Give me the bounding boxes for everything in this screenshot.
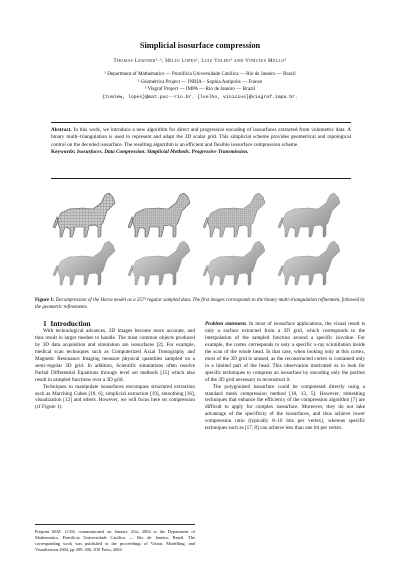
abstract-block [51, 127, 351, 157]
abstract-top-rule [51, 122, 351, 123]
figure-caption-label: Figure 1: [35, 298, 55, 303]
section-title: Introduction [50, 319, 91, 328]
abstract-bottom-rule [51, 178, 351, 179]
paper-title: Simplicial isosurface compression [139, 41, 261, 50]
abstract-label: Abstract. [51, 127, 72, 133]
horse-panel-1 [53, 193, 115, 237]
left-column [35, 321, 195, 411]
author-emails: {tomlew, lopes}@mat.puc--rio.br. {lvelho, vinicius}@visgraf.impa.br. [102, 94, 298, 100]
affiliations [0, 71, 400, 101]
horse-panel-5 [53, 241, 115, 285]
row-1-panels [53, 193, 340, 237]
keywords-label: Keywords: [51, 149, 76, 156]
intro-paragraph-2: Techniques to manipulate isosurfaces encompass structured extraction such as Marching Cubes [10, 6], simplicial extraction [19], smoothing [16], visualization [12] and others. However, we will focus here on compression (cf Figure 1). [35, 383, 195, 411]
figure-horse-decompression [51, 189, 351, 286]
horse-panel-7 [203, 241, 265, 285]
figure-caption [35, 298, 365, 312]
keywords-text: Isosurfaces. Data Compression. Simplicial Methods. Progressive Transmission. [76, 149, 249, 156]
horse-panel-8 [278, 241, 340, 285]
horse-panel-4 [278, 193, 340, 237]
affiliation-2: ² Géométrica Project — INRIA – Sophia Antipolis — France [137, 78, 263, 85]
right-column [205, 321, 365, 432]
problem-statement-paragraph [205, 321, 365, 384]
affiliation-1: ¹ Department of Mathematics — Pontifícia Universidade Católica — Rio de Janeiro — Brazil [104, 71, 296, 77]
abstract-text: In this work, we introduce a new algorithm for direct and progressive encoding of isosurfaces extracted from volumetric data. A binary multi–triangulation is used to represent and adapt the 3D scalar grid. This simplicial scheme provides geometrical and topological control on the decoded isosurface. The resulting algorithm is an efficient and flexible isosurface compression scheme. [51, 127, 352, 148]
affiliation-3: ³ Visgraf Project — IMPA — Rio de Janeiro — Brazil [144, 86, 256, 93]
problem-statement-label: Problem statement. [205, 321, 247, 327]
horse-panel-3 [203, 193, 265, 237]
problem-statement-text: In most of isosurface applications, the visual result is only a surface extracted from a 3D grid, which corresponds to the interpolation of the sampled function around a specific isovalue. For example, the cortex corresponds to only a specific x-ray scintillation inside the scan of the whole head. In that case, when looking only at this cortex, most of the 3D grid is unused, as the reconstructed cortex is contained only in a limited part of the head. This observation motivated us to look for specific techniques to compress an isosurface by encoding only the portion of the 3D grid necessary to reconstruct it. [205, 321, 365, 383]
polygonized-paragraph: The polygonized isosurface could be compressed directly using a standard mesh compression method [18, 13, 5]. However, remeshing techniques that enhance the efficiency of the compression algorithm [7] are difficult to apply for complex isosurface. Moreover, they do not take advantage of the specificity of the isosurfaces, and thus achieve lower compression ratio (typically 8–16 bits per vertex), whereas specific techniques such as [17, 8] can achieve less than one bit per vertex. [205, 383, 365, 432]
row-2-panels [53, 241, 340, 285]
horse-panel-2 [128, 193, 190, 237]
intro-paragraph-1: With technological advances, 3D images become more accurate, and thus result in larger meshes to handle. The most common objects produced by 3D data acquisition and simulation are isosurfaces [2]. For example, medical scan techniques such as Computerized Axial Tomography and Magnetic Resonance Imaging measure physical quantities sampled on a semi–regular 3D grid. In addition, Scientific simulations often resolve Partial Differential Equations through level set methods [15] which also result in sampled functions over a 3D grid. [35, 327, 195, 383]
section-number: 1 [43, 319, 47, 328]
section-heading [35, 321, 195, 328]
footnote: Preprint MAT. 11/04, communicated on January 21st, 2004 to the Department of Mathematics, Pontifícia Universidade Católica — Rio de Janeiro, Brazil. The corresponding work was published in the proceedings of Vision, Modelling, and Visualization 2004, pp 299–306, IOS Press, 2004. [35, 524, 195, 553]
horse-panel-6 [128, 241, 190, 285]
author-list: Thomas Lewiner¹·², Hélio Lopes¹, Luiz Velho³ and Vinícius Mello³ [113, 58, 287, 64]
figure-caption-text: Decompression of the Horse model as a 257³ regular sampled data. The first images corresponds to the binary multi-triangulation refinement, followed by the geometric refinements. [35, 298, 366, 310]
horse-panels [51, 189, 351, 286]
